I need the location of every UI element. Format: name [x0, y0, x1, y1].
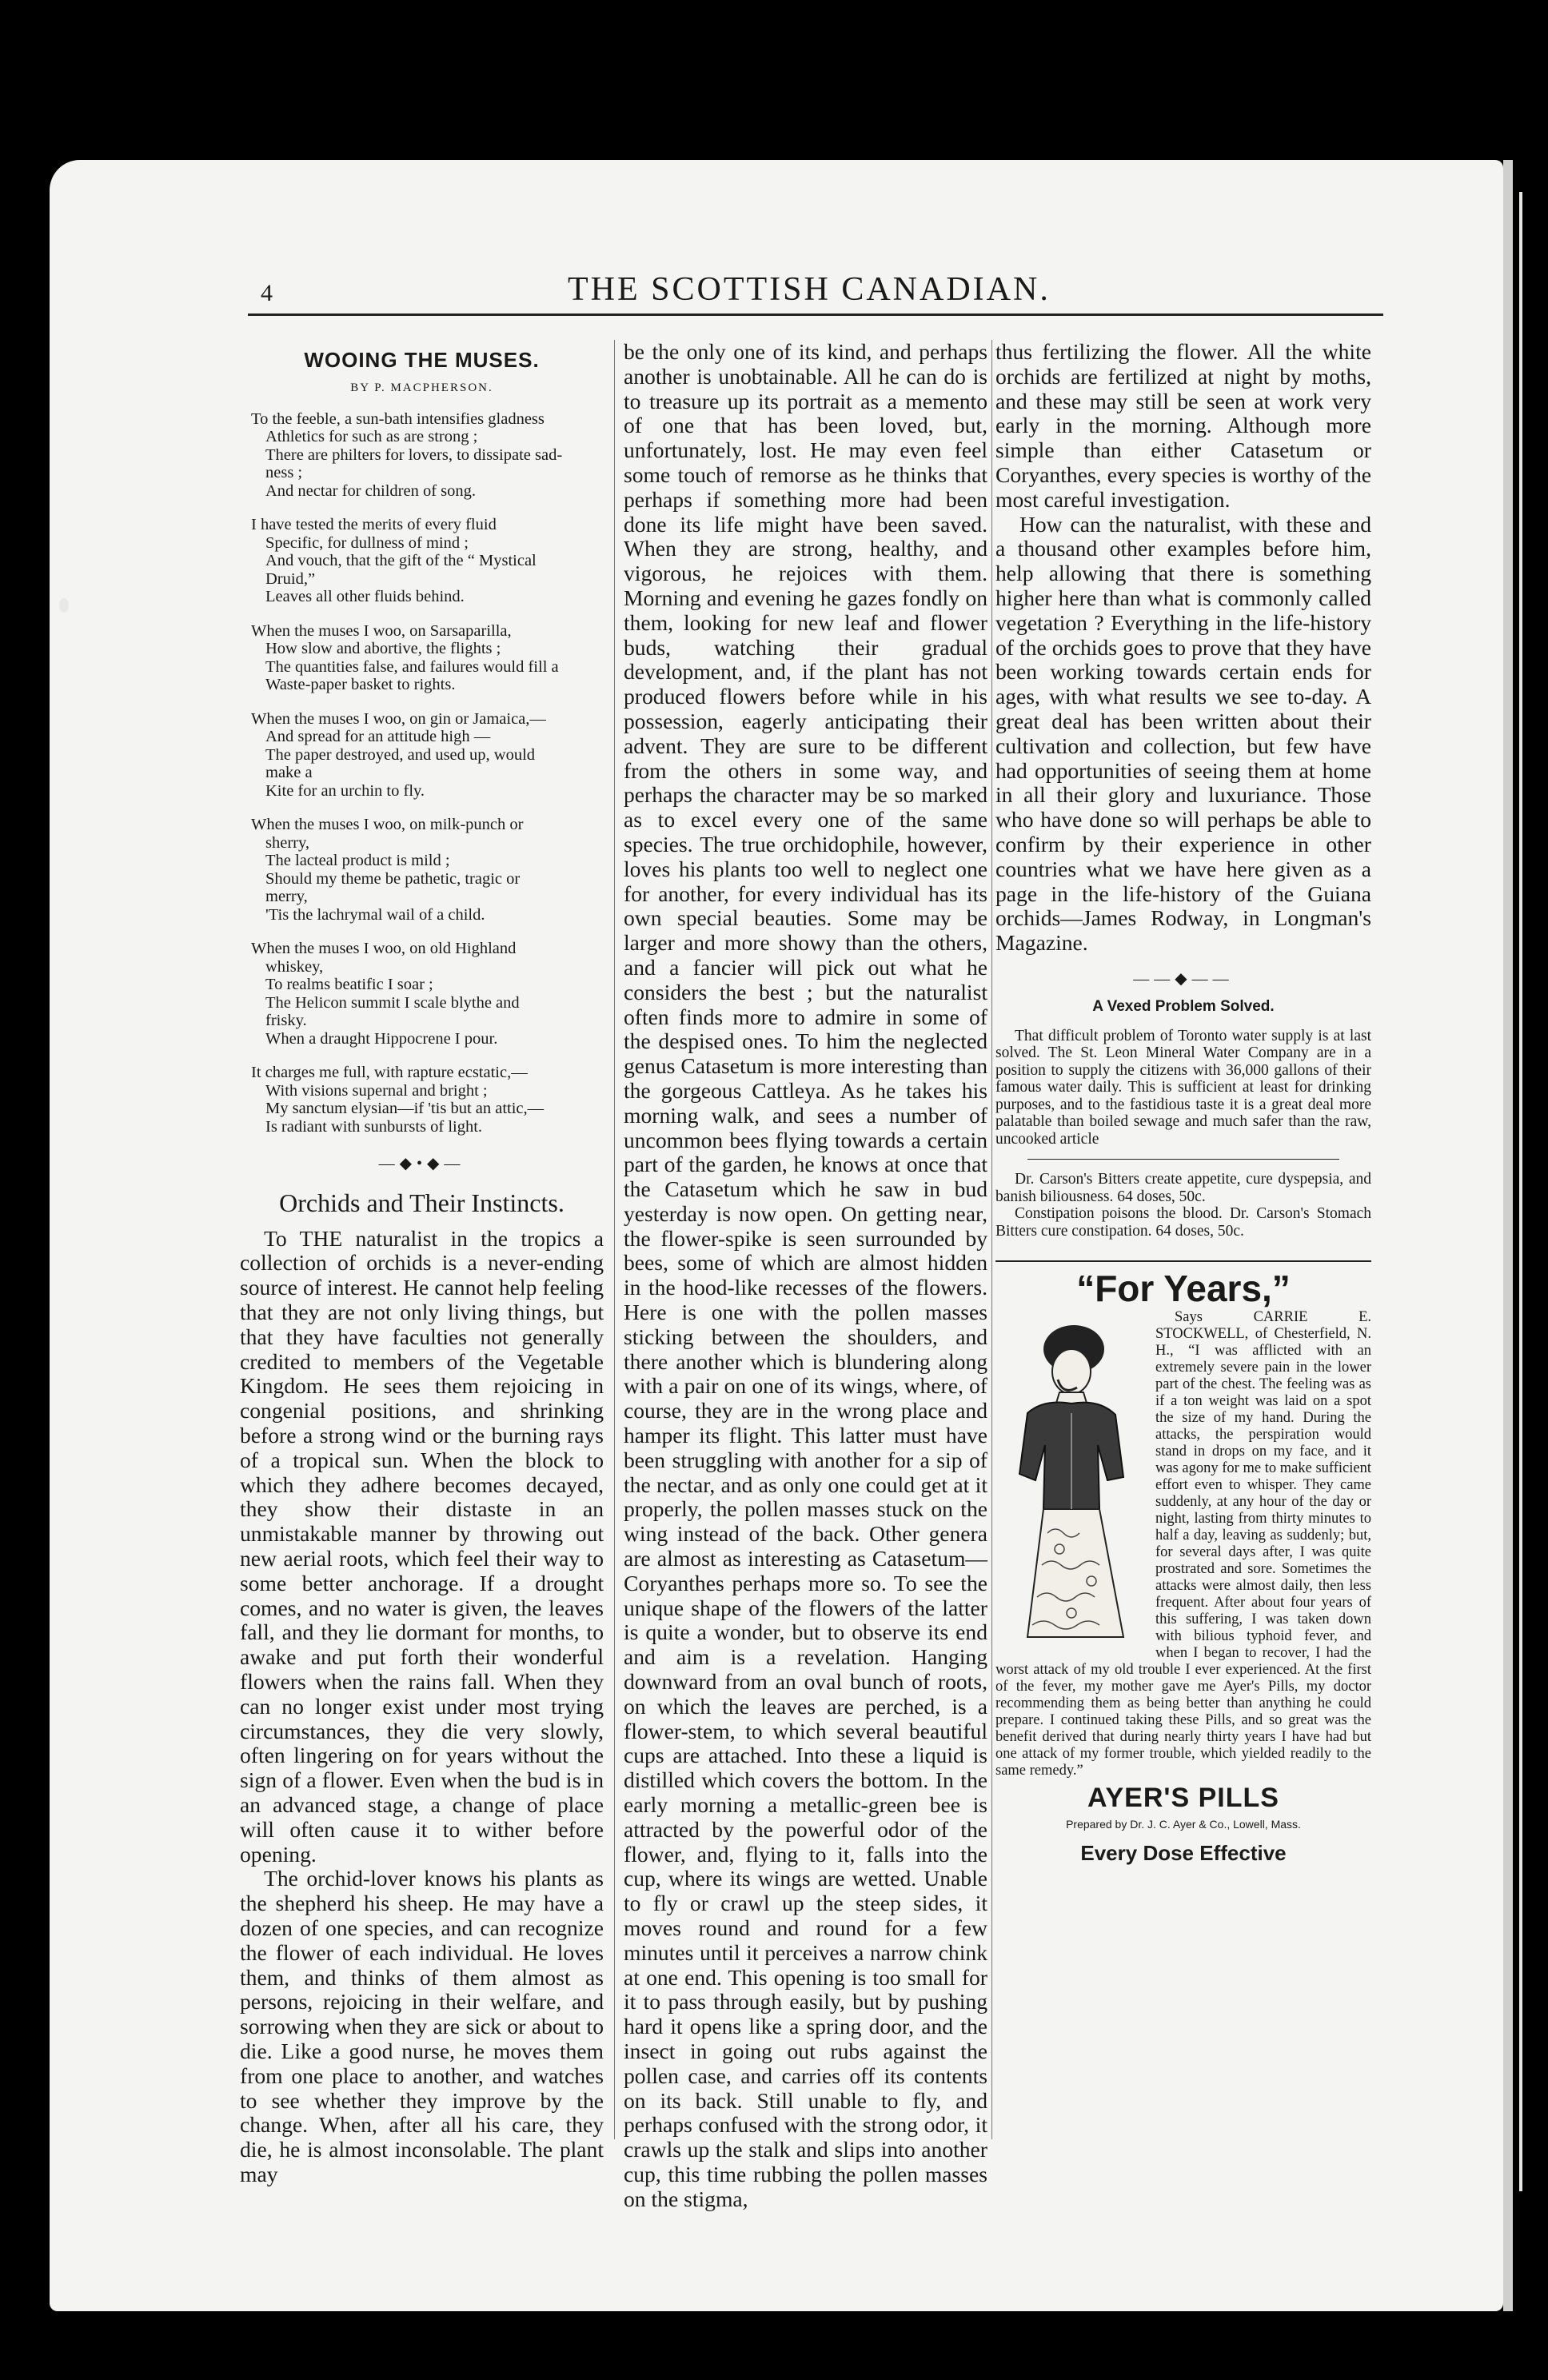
notice-body: [995, 1028, 1371, 1148]
poem-line: There are philters for lovers, to dissipate sad-: [265, 445, 563, 464]
poem-line: The Helicon summit I scale blythe and: [265, 993, 520, 1012]
poem-stanza: [240, 622, 604, 694]
poem-line: Specific, for dullness of mind ;: [265, 533, 469, 552]
poem-line: sherry,: [265, 833, 310, 852]
ayers-pills-advertisement: [995, 1260, 1371, 1866]
poem-line: Leaves all other fluids behind.: [265, 588, 465, 606]
poem-line: When the muses I woo, on old Highland: [251, 940, 517, 958]
ad-brand: AYER'S PILLS: [1087, 1782, 1279, 1813]
article-paragraph: be the only one of its kind, and perhaps another is unobtainable. All he can do is to treasure up its portrait as a memento of one that has been loved, but, unfortunately, lost. He may even feel some touch of remorse as he thinks that perhaps if something more had been done its life might have been saved. When they are strong, healthy, and vigorous, he rejoices with them. Morning and evening he gazes fondly on them, looking for new leaf and flower buds, watching their gradual development, and, if the plant has not produced flowers before while in his possession, eagerly anticipating their advent. They are sure to be different from the others in some way, and perhaps the character may be so marked as to excel every one of the same species. The true orchidophile, however, loves his plants too well to neglect one for another, for every individual has its own special beauties. Some may be larger and more showy than the others, and a fancier will pick out what he considers the best ; but the naturalist often finds more to admire in some of the despised ones. To him the neglected genus Catasetum is more interesting than the gorgeous Cattleya. As he takes his morning walk, and sees a number of uncommon bees flying towards a certain part of the garden, he knows at once that the Catasetum which he saw in bud yesterday is now open. On getting near, the flower-spike is seen surrounded by bees, some of which are almost hidden in the hood-like recesses of the flowers. Here is one with the pollen masses sticking between the shoulders, and there another which is blundering along with a pair on one of its wings, where, of course, they are in the wrong place and hamper its flight. This latter must have been struggling with another for a sip of the nectar, and as only one could get at it properly, the pollen masses stuck on the wing instead of the back. Other genera are almost as interesting as Catasetum—Coryanthes perhaps more so. To see the unique shape of the flowers of the latter is quite a wonder, but to observe its end and aim is a revelation. Hanging downward from an oval bunch of roots, on which the leaves are perched, is a flower-stem, to which several beautiful cups are attached. Into these a liquid is distilled which covers the bottom. In the early morning a metallic-green bee is attracted by the powerful odor of the flower, and, flying to it, falls into the cup, where its wings are wetted. Unable to fly or crawl up the steep sides, it moves round and round for a few minutes until it perceives a narrow chink at one end. This opening is too small for it to pass through easily, but by pushing hard it opens like a spring door, and the insect in going out rubs against the pollen case, and carries off its contents on its back. Still unable to fly, and perhaps confused with the strong odor, it crawls up the stalk and slips into another cup, this time rubbing the pollen masses on the stigma,: [624, 339, 987, 2211]
page-number: 4: [261, 280, 273, 306]
poem-line: To the feeble, a sun-bath intensifies gladness: [251, 409, 545, 428]
poem-body: [240, 410, 604, 1136]
article-paragraph: The orchid-lover knows his plants as the shepherd his sheep. He may have a dozen of one species, and can recognize the flower of each individual. He loves them, and thinks of them almost as persons, rejoicing in their welfare, and sorrowing when they are sick or about to die. Like a good nurse, he moves them from one place to another, and watches to see whether they improve by the change. When, after all his care, they die, he is almost inconsolable. The plant may: [240, 1866, 604, 2186]
poem-stanza: [240, 816, 604, 924]
poem-line: merry,: [265, 888, 308, 906]
bitters-text: Constipation poisons the blood. Dr. Carson's Stomach Bitters cure constipation. 64 doses, 50c.: [995, 1205, 1371, 1240]
masthead: THE SCOTTISH CANADIAN.: [568, 271, 1051, 308]
poem-line: My sanctum elysian—if 'tis but an attic,—: [265, 1100, 545, 1118]
ad-headline: “For Years,”: [1076, 1268, 1291, 1310]
poem-line: I have tested the merits of every fluid: [251, 516, 497, 534]
poem-line: With visions supernal and bright ;: [265, 1081, 488, 1100]
poem-line: frisky.: [265, 1012, 307, 1030]
poem-stanza: [240, 710, 604, 801]
divider-rule: [1027, 1159, 1339, 1160]
poem-line: 'Tis the lachrymal wail of a child.: [265, 905, 485, 924]
poem-line: Kite for an urchin to fly.: [265, 781, 425, 800]
article-paragraph: thus fertilizing the flower. All the white orchids are fertilized at night by moths, and these may still be seen at work very early in the morning. Although more simple than either Catasetum or Coryanthes, every species is worthy of the most careful investigation.: [995, 339, 1371, 512]
ad-testimonial: Says CARRIE E. STOCKWELL, of Chesterfield, N. H., “I was afflicted with an extremely severe pain in the lower part of the chest. The feeling was as if a ton weight was laid on a spot the size of my hand. During the attacks, the perspiration would stand in drops on my face, and it was agony for me to make sufficient effort even to whisper. They came suddenly, at any hour of the day or night, lasting from thirty minutes to half a day, leaving as suddenly; but, for several days after, I was quite prostrated and sore. Sometimes the attacks were almost daily, then less frequent. After about four years of this suffering, I was taken down with bilious typhoid fever, and when I began to recover, I had the worst attack of my old trouble I ever experienced. At the first of the fever, my mother gave me Ayer's Pills, my doctor recommending them as being better than anything he could prepare. I continued taking these Pills, and so great was the benefit derived that during nearly thirty years I have had but one attack of my former trouble, which yielded readily to the same remedy.”: [995, 1308, 1371, 1779]
page-edge-line: [1519, 192, 1522, 2191]
woman-illustration: [995, 1309, 1147, 1645]
poem-line: Should my theme be pathetic, tragic or: [265, 869, 521, 888]
poem-title: WOOING THE MUSES.: [304, 348, 540, 372]
column-1: [240, 340, 604, 2187]
article-paragraph: How can the naturalist, with these and a thousand other examples before him, help allowing that there is something higher here than what is commonly called vegetation ? Everything in the life-history of the orchids goes to prove that they have been working towards certain ends for ages, with what results we see to-day. A great deal has been written about their cultivation and collection, but few have had opportunities of seeing them at home in all their glory and luxuriance. Those who have done so will perhaps be able to confirm by their experience in other countries what we have here given as a page in the life-history of the Guiana orchids—James Rodway, in Longman's Magazine.: [995, 511, 1371, 956]
header-rule: [248, 313, 1383, 316]
punch-hole: [59, 598, 69, 613]
column-rule: [614, 340, 615, 2139]
poem-line: And nectar for children of song.: [265, 481, 476, 500]
poem-stanza: [240, 1064, 604, 1136]
ornament-divider: —◆•◆—: [378, 1155, 465, 1173]
poem-stanza: [240, 516, 604, 606]
poem-line: whiskey,: [265, 957, 324, 976]
page-edge: [1503, 160, 1513, 2311]
poem-line: And spread for an attitude high —: [265, 728, 491, 746]
poem-line: make a: [265, 764, 313, 782]
poem-line: Druid,”: [265, 569, 316, 588]
poem-byline: BY P. MACPHERSON.: [350, 381, 493, 394]
poem-stanza: [240, 410, 604, 501]
poem-line: Waste-paper basket to rights.: [265, 676, 456, 694]
poem-line: The paper destroyed, and used up, would: [265, 745, 536, 764]
column-rule: [991, 340, 992, 2139]
poem-line: Is radiant with sunbursts of light.: [265, 1117, 483, 1136]
ornament-divider: ——◆——: [1133, 969, 1234, 988]
article-title: Orchids and Their Instincts.: [279, 1188, 565, 1217]
ad-tagline: Every Dose Effective: [1080, 1841, 1287, 1866]
poem-line: The lacteal product is mild ;: [265, 852, 450, 870]
article-paragraph: To THE naturalist in the tropics a collection of orchids is a never-ending source of interest. He cannot help feeling that they are not only living things, but that they have faculties not generally credited to members of the Vegetable Kingdom. He sees them rejoicing in congenial positions, and shrinking before a strong wind or the burning rays of a tropical sun. When the block to which they adhere becomes decayed, they show their distaste in an unmistakable manner by throwing out new aerial roots, which feel their way to some better anchorage. If a drought comes, and no water is given, the leaves fall, and they lie dormant for months, to awake and put forth their wonderful flowers when the rains fall. When they can no longer exist under most trying circumstances, they die very slowly, often lingering on for years without the sign of a flower. Even when the bud is in an advanced stage, a change of place will often cause it to wither before opening.: [240, 1225, 604, 1867]
poem-line: When the muses I woo, on gin or Jamaica,—: [251, 709, 546, 728]
column-2: [624, 340, 987, 2212]
poem-line: And vouch, that the gift of the “ Mystical: [265, 552, 537, 570]
poem-line: How slow and abortive, the flights ;: [265, 640, 501, 658]
poem-line: To realms beatific I soar ;: [265, 976, 433, 994]
poem-line: The quantities false, and failures would fill a: [265, 657, 559, 676]
poem-line: It charges me full, with rapture ecstatic,—: [251, 1064, 528, 1082]
poem-line: When a draught Hippocrene I pour.: [265, 1029, 498, 1048]
poem-line: Athletics for such as are strong ;: [265, 428, 478, 446]
notice-text: That difficult problem of Toronto water supply is at last solved. The St. Leon Mineral Water Company are in a position to supply the citizens with 36,000 gallons of their famous water daily. This is sufficient at least for drinking purposes, and to the fastidious taste it is a great deal more palatable than boiled sewage and much safer than the raw, uncooked article: [995, 1027, 1371, 1148]
column-3: [995, 340, 1371, 1866]
notice-title: A Vexed Problem Solved.: [1092, 997, 1275, 1015]
ad-body: [995, 1309, 1371, 1779]
page-header: [248, 270, 1383, 310]
poem-line: When the muses I woo, on Sarsaparilla,: [251, 621, 512, 640]
bitters-notice: [995, 1171, 1371, 1240]
poem-stanza: [240, 940, 604, 1048]
bitters-text: Dr. Carson's Bitters create appetite, cure dyspepsia, and banish biliousness. 64 doses, 50c.: [995, 1171, 1371, 1205]
poem-line: When the muses I woo, on milk-punch or: [251, 816, 524, 834]
poem-line: ness ;: [265, 464, 303, 482]
ad-prepared-by: Prepared by Dr. J. C. Ayer & Co., Lowell, Mass.: [1066, 1817, 1301, 1831]
